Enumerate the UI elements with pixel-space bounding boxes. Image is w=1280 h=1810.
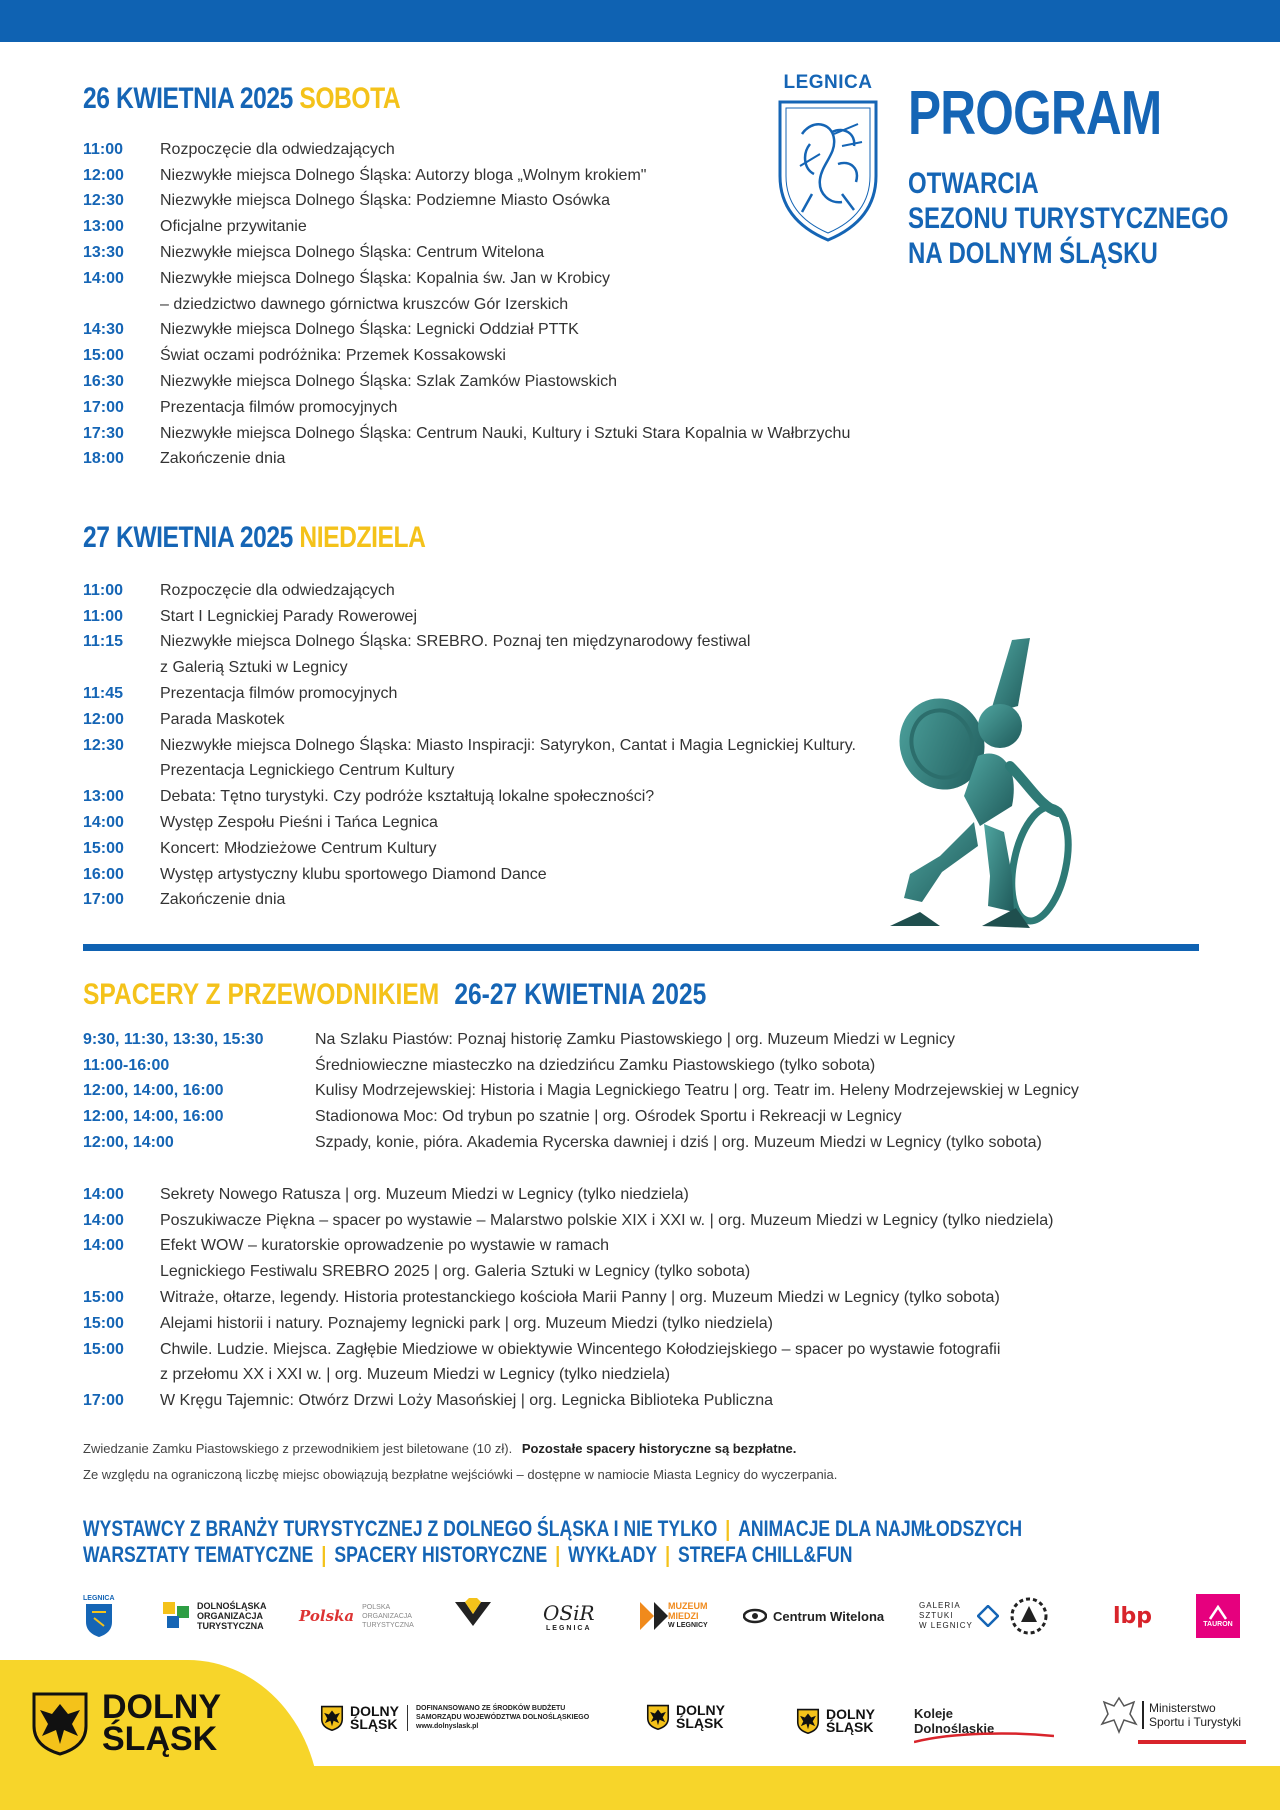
dot-logo-line: ORGANIZACJA bbox=[197, 1611, 264, 1621]
schedule-description: Witraże, ołtarze, legendy. Historia protestanckiego kościoła Marii Panny | org. Muzeum Miedzi w Legnicy (tylko sobota) bbox=[160, 1289, 1000, 1307]
schedule-time: 13:30 bbox=[83, 244, 124, 262]
legnica-crest-logo bbox=[772, 72, 884, 249]
gnome-statue-image bbox=[880, 636, 1080, 938]
schedule-row bbox=[83, 343, 943, 369]
tauron-logo bbox=[1196, 1588, 1240, 1644]
schedule-description: Na Szlaku Piastów: Poznaj historię Zamku Piastowskiego | org. Muzeum Miedzi w Legnicy bbox=[315, 1030, 955, 1048]
schedule-description: Niezwykłe miejsca Dolnego Śląska: Podziemne Miasto Osówka bbox=[160, 192, 610, 210]
koleje-dolnoslaskie-logo bbox=[914, 1706, 994, 1736]
schedule-row bbox=[83, 421, 943, 447]
muzeum-mark-icon bbox=[640, 1598, 668, 1634]
dolny-slask-eagle-icon-2 bbox=[646, 1704, 670, 1730]
schedule-row bbox=[83, 1208, 1203, 1234]
schedule-description: Start I Legnickiej Parady Rowerowej bbox=[160, 607, 418, 625]
schedule-time: 11:00 bbox=[83, 607, 124, 625]
schedule-row bbox=[83, 733, 943, 759]
witelona-logo-text: Centrum Witelona bbox=[773, 1608, 885, 1624]
schedule-row bbox=[83, 604, 943, 630]
schedule-description: Poszukiwacze Piękna – spacer po wystawie – Malarstwo polskie XIX i XXI w. | org. Muzeum Miedzi w Legnicy (tylko niedziela) bbox=[160, 1211, 1054, 1229]
schedule-row bbox=[83, 784, 943, 810]
pot-mark: Polska bbox=[299, 1607, 355, 1625]
legnica-logo-text: LEGNICA bbox=[783, 72, 873, 93]
legnica-small-shield-icon bbox=[84, 1602, 114, 1638]
schedule-time: 14:00 bbox=[83, 269, 124, 287]
schedule-description: Alejami historii i natury. Poznajemy legnicki park | org. Muzeum Miedzi (tylko niedziela) bbox=[160, 1314, 773, 1332]
schedule-time: 16:30 bbox=[83, 373, 124, 391]
schedule-description: z Galerią Sztuki w Legnicy bbox=[160, 659, 348, 677]
schedule-row bbox=[83, 1130, 1203, 1156]
schedule-row bbox=[83, 1053, 1203, 1079]
schedule-description: z przełomu XX i XXI w. | org. Muzeum Miedzi w Legnicy (tylko niedziela) bbox=[160, 1366, 671, 1384]
schedule-time: 18:00 bbox=[83, 450, 124, 468]
schedule-description: Oficjalne przywitanie bbox=[160, 218, 307, 236]
ministry-logo bbox=[1100, 1694, 1241, 1736]
day2-schedule bbox=[83, 578, 943, 913]
schedule-description: Prezentacja filmów promocyjnych bbox=[160, 398, 398, 416]
feature-item: WARSZTATY TEMATYCZNE bbox=[83, 1542, 314, 1567]
feature-item: ANIMACJE DLA NAJMŁODSZYCH bbox=[738, 1516, 1023, 1541]
free-walks-note: Pozostałe spacery historyczne są bezpłatne. bbox=[521, 1441, 797, 1456]
galeria-logo-line: SZTUKI bbox=[919, 1611, 954, 1620]
schedule-time: 12:00, 14:00, 16:00 bbox=[83, 1108, 224, 1126]
schedule-description: Zakończenie dnia bbox=[160, 891, 286, 909]
schedule-description: Rozpoczęcie dla odwiedzających bbox=[160, 140, 395, 158]
pot-logo-line: ORGANIZACJA bbox=[362, 1612, 412, 1620]
schedule-time: 15:00 bbox=[83, 839, 124, 857]
schedule-description: Występ Zespołu Pieśni i Tańca Legnica bbox=[160, 814, 438, 832]
heraldic-mark-icon bbox=[451, 1594, 495, 1638]
schedule-description: Niezwykłe miejsca Dolnego Śląska: Kopalnia św. Jan w Krobicy bbox=[160, 269, 610, 287]
schedule-time: 14:30 bbox=[83, 321, 124, 339]
schedule-row bbox=[83, 1337, 1203, 1363]
program-title: PROGRAM bbox=[908, 79, 1162, 148]
lbp-logo-text: lbp bbox=[1113, 1603, 1153, 1629]
dot-logo bbox=[163, 1588, 267, 1644]
top-bar bbox=[0, 0, 1280, 42]
schedule-description: Występ artystyczny klubu sportowego Diamond Dance bbox=[160, 865, 547, 883]
pot-logo-line: POLSKA bbox=[362, 1603, 391, 1611]
legnica-shield-icon bbox=[772, 94, 884, 244]
walks-schedule-b bbox=[83, 1182, 1203, 1414]
program-subtitle-line: NA DOLNYM ŚLĄSKU bbox=[908, 237, 1158, 270]
schedule-time: 14:00 bbox=[83, 1237, 124, 1255]
schedule-description: Szpady, konie, pióra. Akademia Rycerska dawniej i dziś | org. Muzeum Miedzi w Legnicy (tylko sobota) bbox=[315, 1134, 1042, 1152]
schedule-row bbox=[83, 578, 943, 604]
ticket-note-text: Zwiedzanie Zamku Piastowskiego z przewodnikiem jest biletowane (10 zł). bbox=[83, 1441, 513, 1456]
pot-logo bbox=[299, 1588, 414, 1644]
schedule-description: Niezwykłe miejsca Dolnego Śląska: Miasto Inspiracji: Satyrykon, Cantat i Magia Legnickiej Kultury. bbox=[160, 736, 856, 754]
schedule-time: 11:00 bbox=[83, 581, 124, 599]
schedule-time: 11:45 bbox=[83, 685, 124, 703]
club-emblem-logo bbox=[1009, 1588, 1049, 1644]
muzeum-miedzi-logo bbox=[640, 1588, 708, 1644]
schedule-description: Prezentacja Legnickiego Centrum Kultury bbox=[160, 762, 455, 780]
dot-logo-line: DOLNOŚLĄSKA bbox=[197, 1601, 267, 1611]
muzeum-logo-line: MUZEUM bbox=[668, 1601, 708, 1611]
schedule-time: 17:00 bbox=[83, 1392, 124, 1410]
walks-dates: 26-27 KWIETNIA 2025 bbox=[454, 978, 707, 1011]
schedule-row bbox=[83, 862, 943, 888]
muzeum-logo-line: W LEGNICY bbox=[668, 1622, 708, 1629]
entry-note: Ze względu na ograniczoną liczbę miejsc obowiązują bezpłatne wejściówki – dostępne w namiocie Miasta Legnicy do wyczerpania. bbox=[83, 1467, 838, 1482]
witelona-mark-icon bbox=[743, 1608, 767, 1624]
cofunding-text-line: www.dolnyslask.pl bbox=[416, 1723, 479, 1730]
schedule-time: 13:00 bbox=[83, 218, 124, 236]
partner-logos bbox=[83, 1588, 1243, 1644]
dolny-slask-3-line: DOLNY bbox=[826, 1706, 875, 1722]
polish-eagle-icon bbox=[1100, 1694, 1138, 1736]
feature-separator: | bbox=[555, 1542, 561, 1567]
osir-logo bbox=[543, 1588, 595, 1644]
day2-heading bbox=[83, 521, 425, 555]
osir-logo-sub: LEGNICA bbox=[546, 1624, 592, 1632]
feature-separator: | bbox=[665, 1542, 671, 1567]
dolny-slask-2-line: DOLNY bbox=[676, 1702, 725, 1718]
schedule-description: Świat oczami podróżnika: Przemek Kossakowski bbox=[160, 347, 506, 365]
pot-logo-line: TURYSTYCZNA bbox=[362, 1621, 414, 1629]
feature-item: WYKŁADY bbox=[568, 1542, 658, 1567]
schedule-time: 12:00 bbox=[83, 166, 124, 184]
schedule-time: 14:00 bbox=[83, 814, 124, 832]
cofunding-logo bbox=[320, 1704, 589, 1731]
galeria-logo-line: GALERIA bbox=[919, 1601, 961, 1610]
schedule-row bbox=[83, 369, 943, 395]
schedule-row bbox=[83, 1079, 1203, 1105]
schedule-row bbox=[83, 1234, 1203, 1260]
schedule-row bbox=[83, 266, 943, 292]
koleje-logo-line: Dolnośląskie bbox=[914, 1721, 995, 1736]
schedule-row bbox=[83, 292, 943, 318]
muzeum-logo-line: MIEDZI bbox=[668, 1611, 699, 1621]
schedule-row bbox=[83, 395, 943, 421]
program-subtitle-line: SEZONU TURYSTYCZNEGO bbox=[908, 202, 1229, 235]
dolny-slask-line: ŚLĄSK bbox=[102, 1720, 218, 1758]
ministry-red-bar bbox=[1138, 1740, 1246, 1744]
schedule-time: 14:00 bbox=[83, 1185, 124, 1203]
schedule-row bbox=[83, 1182, 1203, 1208]
cofunding-ds-line: DOLNY bbox=[350, 1702, 399, 1719]
galeria-mark-icon bbox=[977, 1605, 999, 1627]
schedule-row bbox=[83, 1104, 1203, 1130]
schedule-description: Efekt WOW – kuratorskie oprowadzenie po wystawie w ramach bbox=[160, 1237, 610, 1255]
schedule-description: Chwile. Ludzie. Miejsca. Zagłębie Miedziowe w obiektywie Wincentego Kołodziejskiego – spacer po wystawie fotografii bbox=[160, 1340, 1001, 1358]
schedule-description: Niezwykłe miejsca Dolnego Śląska: Legnicki Oddział PTTK bbox=[160, 321, 579, 339]
footer bbox=[0, 1660, 1280, 1810]
feature-separator: | bbox=[321, 1542, 327, 1567]
schedule-time: 14:00 bbox=[83, 1211, 124, 1229]
schedule-time: 17:00 bbox=[83, 891, 124, 909]
cofunding-text-line: DOFINANSOWANO ZE ŚRODKÓW BUDŻETU bbox=[416, 1705, 566, 1712]
features-line-1 bbox=[83, 1516, 1022, 1542]
schedule-time: 12:00, 14:00, 16:00 bbox=[83, 1082, 224, 1100]
heraldic-logo bbox=[451, 1588, 495, 1644]
dot-logo-line: TURYSTYCZNA bbox=[197, 1621, 264, 1631]
cofunding-ds-line: ŚLĄSK bbox=[350, 1715, 398, 1732]
schedule-time: 13:00 bbox=[83, 788, 124, 806]
schedule-time: 9:30, 11:30, 13:30, 15:30 bbox=[83, 1030, 264, 1048]
schedule-description: Debata: Tętno turystyki. Czy podróże kształtują lokalne społeczności? bbox=[160, 788, 655, 806]
schedule-time: 11:15 bbox=[83, 633, 124, 651]
day1-date: 26 KWIETNIA 2025 bbox=[83, 82, 293, 115]
cofunding-eagle-icon bbox=[320, 1705, 344, 1731]
koleje-swoosh-icon bbox=[914, 1732, 1054, 1744]
schedule-row bbox=[83, 318, 943, 344]
schedule-description: Niezwykłe miejsca Dolnego Śląska: SREBRO. Poznaj ten międzynarodowy festiwal bbox=[160, 633, 751, 651]
schedule-time: 16:00 bbox=[83, 865, 124, 883]
walks-schedule-a bbox=[83, 1027, 1203, 1156]
cofunding-text-line: SAMORZĄDU WOJEWÓDZTWA DOLNOŚLĄSKIEGO bbox=[416, 1714, 590, 1721]
schedule-row bbox=[83, 759, 943, 785]
lbp-logo bbox=[1113, 1588, 1152, 1644]
ticket-note bbox=[83, 1441, 796, 1456]
schedule-row bbox=[83, 1259, 1203, 1285]
program-subtitle bbox=[908, 166, 1228, 271]
schedule-time: 12:30 bbox=[83, 192, 124, 210]
schedule-row bbox=[83, 1388, 1203, 1414]
features-line-2 bbox=[83, 1542, 852, 1568]
day1-weekday: SOBOTA bbox=[299, 82, 401, 115]
schedule-row bbox=[83, 447, 943, 473]
dolny-slask-logo-2 bbox=[646, 1704, 725, 1730]
dot-mark-icon bbox=[163, 1602, 191, 1630]
schedule-time: 11:00 bbox=[83, 140, 124, 158]
schedule-description: Niezwykłe miejsca Dolnego Śląska: Autorzy bloga „Wolnym krokiem" bbox=[160, 166, 647, 184]
schedule-row bbox=[83, 888, 943, 914]
schedule-description: Parada Maskotek bbox=[160, 710, 285, 728]
club-emblem-icon bbox=[1009, 1596, 1049, 1636]
dolny-slask-logo bbox=[30, 1690, 221, 1756]
galeria-logo-line: W LEGNICY bbox=[919, 1621, 973, 1630]
schedule-description: Stadionowa Moc: Od trybun po szatnie | org. Ośrodek Sportu i Rekreacji w Legnicy bbox=[315, 1108, 902, 1126]
dolny-slask-eagle-icon bbox=[30, 1690, 90, 1756]
feature-item: WYSTAWCY Z BRANŻY TURYSTYCZNEJ Z DOLNEGO ŚLĄSKA I NIE TYLKO bbox=[83, 1516, 718, 1541]
schedule-row bbox=[83, 1311, 1203, 1337]
day2-weekday: NIEDZIELA bbox=[299, 521, 426, 554]
centrum-witelona-logo bbox=[743, 1588, 884, 1644]
schedule-description: Sekrety Nowego Ratusza | org. Muzeum Miedzi w Legnicy (tylko niedziela) bbox=[160, 1185, 689, 1203]
tauron-logo-text: TAURON bbox=[1203, 1620, 1233, 1628]
schedule-description: Rozpoczęcie dla odwiedzających bbox=[160, 581, 395, 599]
schedule-row bbox=[83, 707, 943, 733]
schedule-description: Niezwykłe miejsca Dolnego Śląska: Centrum Nauki, Kultury i Sztuki Stara Kopalnia w Wałbrzychu bbox=[160, 424, 851, 442]
dolny-slask-line: DOLNY bbox=[102, 1688, 221, 1726]
osir-logo-text: OSiR bbox=[543, 1600, 595, 1625]
schedule-description: – dziedzictwo dawnego górnictwa kruszców Gór Izerskich bbox=[160, 295, 569, 313]
legnica-small-logo-text: LEGNICA bbox=[83, 1594, 115, 1602]
schedule-row bbox=[83, 681, 943, 707]
schedule-row bbox=[83, 1027, 1203, 1053]
dolny-slask-logo-3 bbox=[796, 1708, 875, 1734]
ministry-line: Ministerstwo bbox=[1149, 1701, 1216, 1715]
schedule-time: 17:30 bbox=[83, 424, 124, 442]
galeria-sztuki-logo bbox=[919, 1588, 999, 1644]
schedule-time: 12:00, 14:00 bbox=[83, 1134, 174, 1152]
schedule-time: 15:00 bbox=[83, 1314, 124, 1332]
dolny-slask-2-line: ŚLĄSK bbox=[676, 1715, 724, 1731]
schedule-description: Kulisy Modrzejewskiej: Historia i Magia Legnickiego Teatru | org. Teatr im. Heleny Modrzejewskiej w Legnicy bbox=[315, 1082, 1079, 1100]
legnica-small-logo bbox=[83, 1588, 115, 1644]
schedule-row bbox=[83, 836, 943, 862]
koleje-logo-line: Koleje bbox=[914, 1706, 954, 1721]
schedule-time: 17:00 bbox=[83, 398, 124, 416]
day1-heading bbox=[83, 82, 400, 116]
schedule-time: 15:00 bbox=[83, 1340, 124, 1358]
schedule-time: 11:00-16:00 bbox=[83, 1056, 170, 1074]
schedule-row bbox=[83, 1285, 1203, 1311]
schedule-description: Legnickiego Festiwalu SREBRO 2025 | org. Galeria Sztuki w Legnicy (tylko sobota) bbox=[160, 1263, 751, 1281]
schedule-time: 12:00 bbox=[83, 710, 124, 728]
feature-separator: | bbox=[725, 1516, 731, 1541]
walks-title: SPACERY Z PRZEWODNIKIEM bbox=[83, 978, 440, 1011]
schedule-description: Prezentacja filmów promocyjnych bbox=[160, 685, 398, 703]
schedule-description: W Kręgu Tajemnic: Otwórz Drzwi Loży Masońskiej | org. Legnicka Biblioteka Publiczna bbox=[160, 1392, 773, 1410]
schedule-description: Zakończenie dnia bbox=[160, 450, 286, 468]
dolny-slask-eagle-icon-3 bbox=[796, 1708, 820, 1734]
dolny-slask-3-line: ŚLĄSK bbox=[826, 1719, 874, 1735]
schedule-description: Niezwykłe miejsca Dolnego Śląska: Centrum Witelona bbox=[160, 244, 545, 262]
schedule-description: Koncert: Młodzieżowe Centrum Kultury bbox=[160, 839, 437, 857]
tauron-mark-icon bbox=[1208, 1605, 1228, 1621]
day2-date: 27 KWIETNIA 2025 bbox=[83, 521, 293, 554]
schedule-description: Średniowieczne miasteczko na dziedzińcu Zamku Piastowskiego (tylko sobota) bbox=[315, 1056, 876, 1074]
feature-item: STREFA CHILL&FUN bbox=[678, 1542, 853, 1567]
schedule-row bbox=[83, 630, 943, 656]
schedule-row bbox=[83, 655, 943, 681]
program-subtitle-line: OTWARCIA bbox=[908, 167, 1039, 200]
walks-heading bbox=[83, 978, 706, 1012]
schedule-time: 12:30 bbox=[83, 736, 124, 754]
section-divider bbox=[83, 944, 1199, 951]
schedule-time: 15:00 bbox=[83, 347, 124, 365]
schedule-row bbox=[83, 810, 943, 836]
schedule-description: Niezwykłe miejsca Dolnego Śląska: Szlak Zamków Piastowskich bbox=[160, 373, 618, 391]
schedule-time: 15:00 bbox=[83, 1289, 124, 1307]
schedule-row bbox=[83, 1363, 1203, 1389]
ministry-line: Sportu i Turystyki bbox=[1149, 1715, 1242, 1729]
feature-item: SPACERY HISTORYCZNE bbox=[334, 1542, 548, 1567]
